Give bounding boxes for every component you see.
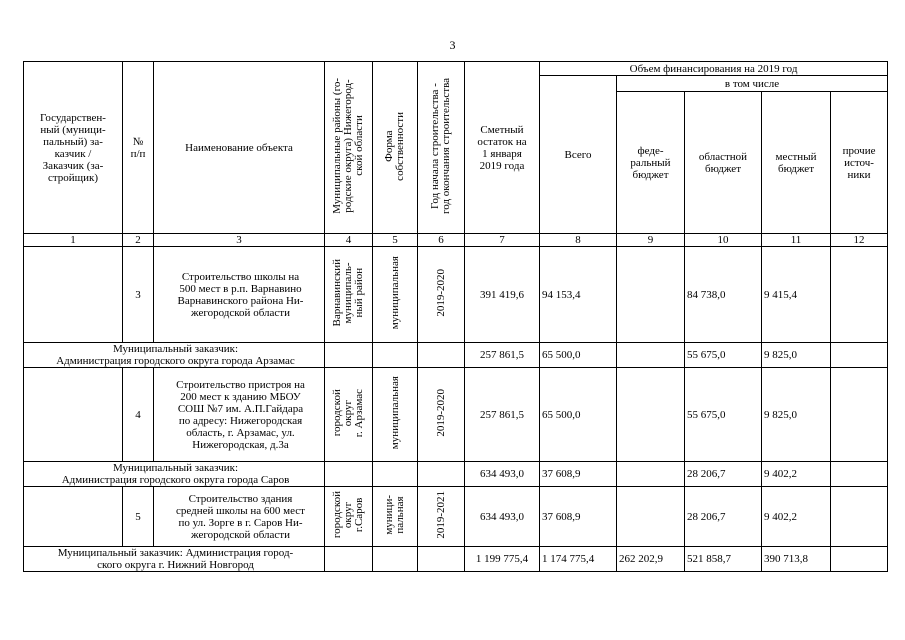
years-empty xyxy=(418,462,465,487)
district-empty xyxy=(325,547,373,572)
object-row xyxy=(24,247,888,343)
ownership-cell xyxy=(373,247,418,343)
local-value: 390 713,8 xyxy=(762,547,831,572)
object-name: Строительство здания средней школы на 600 мест по ул. Зорге в г. Саров Ни- жегородской области xyxy=(154,487,325,547)
column-number: 11 xyxy=(762,234,831,247)
district-empty xyxy=(325,343,373,368)
total-value: 37 608,9 xyxy=(540,462,617,487)
district-cell xyxy=(325,487,373,547)
regional-value: 84 738,0 xyxy=(685,247,762,343)
years: 2019-2021 xyxy=(434,491,447,539)
customer-label: Муниципальный заказчик: Администрация городского округа города Арзамас xyxy=(24,343,325,368)
header-balance: Сметный остаток на 1 января 2019 года xyxy=(465,62,540,234)
column-number: 7 xyxy=(465,234,540,247)
column-numbers-row xyxy=(24,234,888,247)
header-ownership: Форма собственности xyxy=(383,111,406,181)
federal-value xyxy=(617,343,685,368)
other-value xyxy=(831,487,888,547)
balance-value: 391 419,6 xyxy=(465,247,540,343)
header-funding: Объем финансирования на 2019 год xyxy=(540,62,888,76)
header-regional: областной бюджет xyxy=(685,92,762,234)
customer-cell-empty xyxy=(24,487,123,547)
column-number: 6 xyxy=(418,234,465,247)
page-number: 3 xyxy=(449,38,456,52)
header-including: в том числе xyxy=(617,76,888,92)
column-number: 10 xyxy=(685,234,762,247)
ownership: муници- пальная xyxy=(383,495,406,535)
customer-row xyxy=(24,547,888,572)
other-value xyxy=(831,462,888,487)
federal-value xyxy=(617,462,685,487)
total-value: 65 500,0 xyxy=(540,343,617,368)
local-value: 9 415,4 xyxy=(762,247,831,343)
district: городской округ г.Саров xyxy=(331,491,365,539)
ownership-cell xyxy=(373,368,418,462)
total-value: 37 608,9 xyxy=(540,487,617,547)
district: Варнавинский муниципаль- ный район xyxy=(331,259,365,327)
header-districts-cell xyxy=(325,62,373,234)
ownership-empty xyxy=(373,343,418,368)
balance-value: 1 199 775,4 xyxy=(465,547,540,572)
header-total: Всего xyxy=(540,76,617,234)
customer-label: Муниципальный заказчик: Администрация городского округа города Саров xyxy=(24,462,325,487)
district-cell xyxy=(325,368,373,462)
object-name: Строительство школы на 500 мест в р.п. Варнавино Варнавинского района Ни- жегородской области xyxy=(154,247,325,343)
customer-label: Муниципальный заказчик: Администрация город- ского округа г. Нижний Новгород xyxy=(24,547,325,572)
header-object-name: Наименование объекта xyxy=(154,62,325,234)
years-cell xyxy=(418,487,465,547)
years-cell xyxy=(418,368,465,462)
header-customer: Государствен- ный (муници- пальный) за- казчик / Заказчик (за- стройщик) xyxy=(24,62,123,234)
local-value: 9 825,0 xyxy=(762,368,831,462)
header-districts: Муниципальные районы (го- родские округа) Нижегород- ской области xyxy=(331,78,365,214)
header-years: Год начала строительства - год окончания строительства xyxy=(429,78,452,214)
years-cell xyxy=(418,247,465,343)
other-value xyxy=(831,368,888,462)
other-value xyxy=(831,247,888,343)
balance-value: 634 493,0 xyxy=(465,487,540,547)
ownership: муниципальная xyxy=(388,256,401,330)
years: 2019-2020 xyxy=(434,269,447,317)
total-value: 65 500,0 xyxy=(540,368,617,462)
local-value: 9 402,2 xyxy=(762,487,831,547)
total-value: 94 153,4 xyxy=(540,247,617,343)
balance-value: 634 493,0 xyxy=(465,462,540,487)
object-name: Строительство пристроя на 200 мест к зданию МБОУ СОШ №7 им. А.П.Гайдара по адресу: Нижегородская область, г. Арзамас, ул. Нижегородская, д.3а xyxy=(154,368,325,462)
header-ownership-cell xyxy=(373,62,418,234)
total-value: 1 174 775,4 xyxy=(540,547,617,572)
customer-cell-empty xyxy=(24,247,123,343)
ownership-cell xyxy=(373,487,418,547)
regional-value: 521 858,7 xyxy=(685,547,762,572)
local-value: 9 402,2 xyxy=(762,462,831,487)
customer-cell-empty xyxy=(24,368,123,462)
district-empty xyxy=(325,462,373,487)
column-number: 8 xyxy=(540,234,617,247)
header-num: № п/п xyxy=(123,62,154,234)
header-years-cell xyxy=(418,62,465,234)
object-row xyxy=(24,487,888,547)
header-other: прочие источ- ники xyxy=(831,92,888,234)
district-cell xyxy=(325,247,373,343)
regional-value: 28 206,7 xyxy=(685,462,762,487)
years-empty xyxy=(418,547,465,572)
ownership: муниципальная xyxy=(388,376,401,450)
federal-value xyxy=(617,368,685,462)
district: городской округ г. Арзамас xyxy=(331,388,365,438)
regional-value: 28 206,7 xyxy=(685,487,762,547)
federal-value xyxy=(617,247,685,343)
ownership-empty xyxy=(373,462,418,487)
column-number: 1 xyxy=(24,234,123,247)
other-value xyxy=(831,547,888,572)
customer-row xyxy=(24,343,888,368)
local-value: 9 825,0 xyxy=(762,343,831,368)
customer-row xyxy=(24,462,888,487)
federal-value xyxy=(617,487,685,547)
row-number: 5 xyxy=(123,487,154,547)
header-local: местный бюджет xyxy=(762,92,831,234)
column-number: 9 xyxy=(617,234,685,247)
column-number: 4 xyxy=(325,234,373,247)
federal-value: 262 202,9 xyxy=(617,547,685,572)
column-number: 2 xyxy=(123,234,154,247)
balance-value: 257 861,5 xyxy=(465,368,540,462)
ownership-empty xyxy=(373,547,418,572)
years-empty xyxy=(418,343,465,368)
row-number: 4 xyxy=(123,368,154,462)
column-number: 5 xyxy=(373,234,418,247)
years: 2019-2020 xyxy=(434,389,447,437)
column-number: 3 xyxy=(154,234,325,247)
column-number: 12 xyxy=(831,234,888,247)
object-row xyxy=(24,368,888,462)
regional-value: 55 675,0 xyxy=(685,368,762,462)
regional-value: 55 675,0 xyxy=(685,343,762,368)
header-federal: феде- ральный бюджет xyxy=(617,92,685,234)
balance-value: 257 861,5 xyxy=(465,343,540,368)
other-value xyxy=(831,343,888,368)
row-number: 3 xyxy=(123,247,154,343)
funding-table xyxy=(23,61,888,572)
